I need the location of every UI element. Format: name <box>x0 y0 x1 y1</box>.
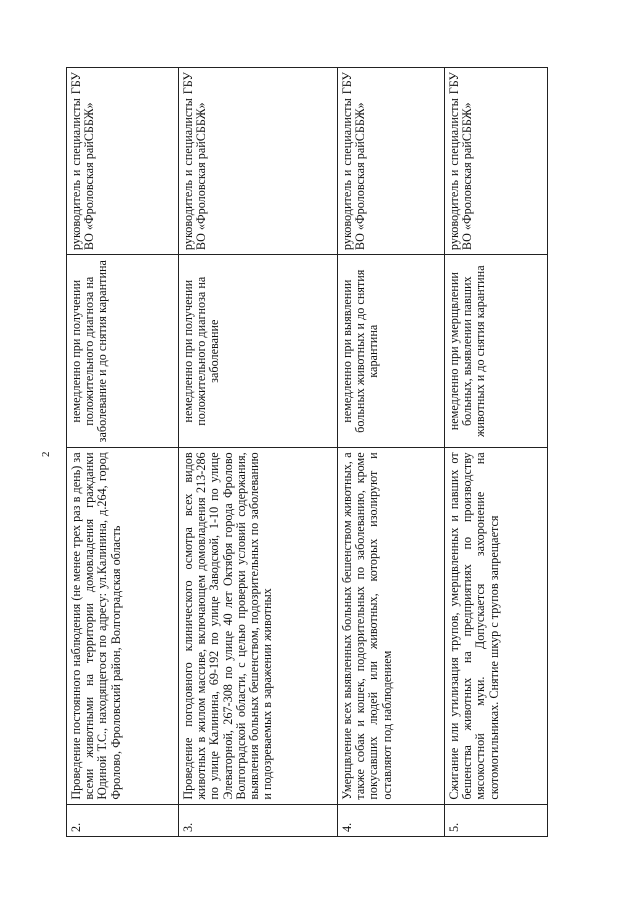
table-row <box>445 68 548 837</box>
term-cell: немедленно при выявлении больных животных и до снятия карантина <box>338 255 445 448</box>
measure-cell: Проведение постоянного наблюдения (не менее трех раз в день) за всеми животными на территории домовладения гражданки Юдиной Т.С., находящегося по адресу: ул.Калинина, д.264, город Фролово, Фроловский район, Волгоградская область <box>67 448 179 804</box>
measure-cell: Проведение погодовного клинического осмотра всех видов животных в жилом массиве, включающем домовладения 213-286 по улице Калинина, 69-192 по улице Заводской, 1-10 по улице Элеваторной, 267-308 по улице 40 лет Октября города Фролово Волгоградской области, с целью проверки условий содержания, выявления больных бешенством, подозрительных по заболеванию и подозреваемых в заражении животных <box>179 448 338 804</box>
measure-cell: Умерщвление всех выявленных больных бешенством животных, а также собак и кошек, подозрительных по заболеванию, кроме покусавших людей или животных, которых изолируют и оставляют под наблюдением <box>338 448 445 804</box>
table-row <box>179 68 338 837</box>
responsible-cell: руководитель и специалисты ГБУ ВО «Фроловская райСББЖ» <box>445 68 548 255</box>
table-row <box>67 68 179 837</box>
row-number: 2. <box>67 804 179 836</box>
term-cell: немедленно при получении положительного диагноза на заболевание <box>179 255 338 448</box>
measures-table <box>66 67 548 837</box>
row-number: 5. <box>445 804 548 836</box>
term-cell: немедленно при умерщвлении больных, выявлении павших животных и до снятия карантина <box>445 255 548 448</box>
page-number: 2 <box>40 451 52 457</box>
term-cell: немедленно при получении положительного диагноза на заболевание и до снятия карантина <box>67 255 179 448</box>
table-row <box>338 68 445 837</box>
responsible-cell: руководитель и специалисты ГБУ ВО «Фроловская райСББЖ» <box>338 68 445 255</box>
responsible-cell: руководитель и специалисты ГБУ ВО «Фроловская райСББЖ» <box>67 68 179 255</box>
row-number: 4. <box>338 804 445 836</box>
measure-cell: Сжигание или утилизация трупов, умерщвленных и павших от бешенства животных на предприятиях по производству мясокостной муки. Допускается захоронение на скотомогильниках. Снятие шкур с трупов запрещается <box>445 448 548 804</box>
responsible-cell: руководитель и специалисты ГБУ ВО «Фроловская райСББЖ» <box>179 68 338 255</box>
row-number: 3. <box>179 804 338 836</box>
